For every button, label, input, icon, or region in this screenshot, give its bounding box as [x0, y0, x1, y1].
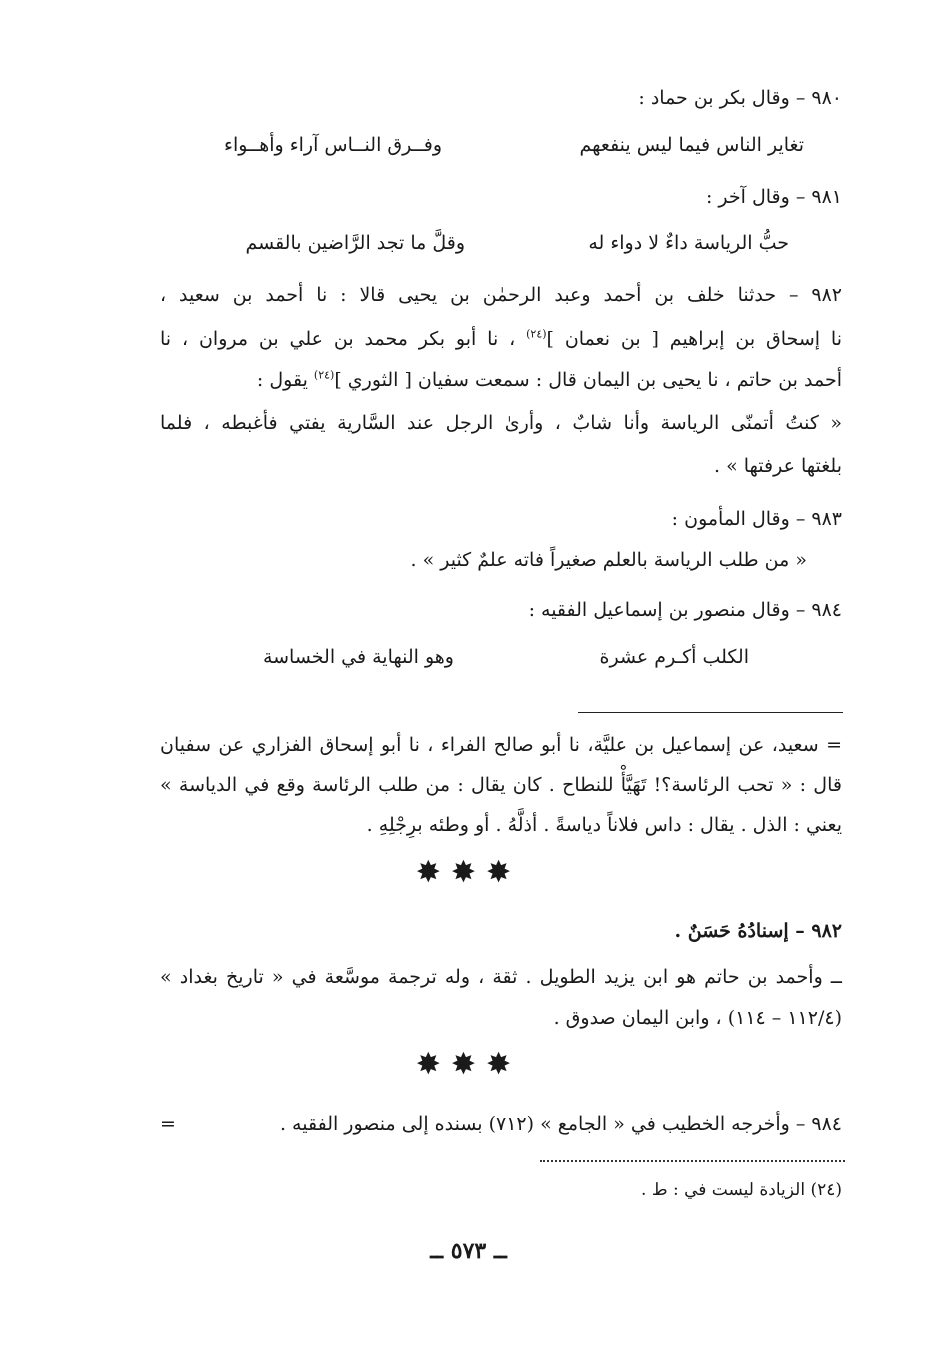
- footnote-dotted-separator: [540, 1160, 845, 1162]
- entry-981-heading: ٩٨١ – وقال آخر :: [705, 186, 842, 208]
- note-982-title: ٩٨٢ – إسنادُهُ حَسَنٌ .: [674, 920, 842, 942]
- entry-983-heading: ٩٨٣ – وقال المأمون :: [671, 508, 842, 530]
- entry-980-heading: ٩٨٠ – وقال بكر بن حماد :: [638, 87, 842, 109]
- note-cont-line-1: = سعيد، عن إسماعيل بن عليَّة، نا أبو صالح الفراء ، نا أبو إسحاق الفزاري عن سفيان: [160, 734, 842, 756]
- entry-983-text: « من طلب الرياسة بالعلم صغيراً فاته علمٌ كثير » .: [410, 549, 807, 571]
- entry-984-heading: ٩٨٤ – وقال منصور بن إسماعيل الفقيه :: [528, 599, 842, 621]
- stars-divider-1: ✸✸✸: [415, 855, 522, 890]
- entry-984-verse-right: الكلب أكـرم عشرة: [599, 646, 749, 668]
- entry-982-line-4: « كنتُ أتمنّى الرياسة وأنا شابٌ ، وأرىٰ الرجل عند السَّارية يفتي فأغبطه ، فلما: [160, 412, 842, 434]
- entry-980-verse-left: وفــرق النــاس آراء وأهــواء: [224, 134, 442, 156]
- entry-980-verse-right: تغاير الناس فيما ليس ينفعهم: [579, 134, 804, 156]
- entry-982-line-3: أحمد بن حاتم ، نا يحيى بن اليمان قال : سمعت سفيان [ الثوري ]$^{(٢٤)}$ يقول :: [256, 368, 842, 391]
- note-982-line-2: (١١٢/٤ – ١١٤) ، وابن اليمان صدوق .: [553, 1007, 842, 1029]
- notes-separator-rule: [578, 712, 843, 713]
- note-984-continuation-mark: =: [160, 1113, 176, 1135]
- note-982-line-1: ــ وأحمد بن حاتم هو ابن يزيد الطويل . ثقة ، وله ترجمة موسَّعة في « تاريخ بغداد »: [160, 966, 842, 988]
- stars-divider-2: ✸✸✸: [415, 1047, 522, 1082]
- entry-981-verse-right: حبُّ الرياسة داءٌ لا دواء له: [588, 232, 789, 254]
- footnote-24: (٢٤) الزيادة ليست في : ط .: [641, 1180, 842, 1200]
- entry-981-verse-left: وقلَّ ما تجد الرَّاضين بالقسم: [245, 232, 465, 254]
- note-cont-line-3: يعني : الذل . يقال : داس فلاناً دياسةً . أذلَّهُ . أو وطئه برِجْلِهِ .: [366, 814, 842, 836]
- entry-982-line-1: ٩٨٢ – حدثنا خلف بن أحمد وعبد الرحمٰن بن يحيى قالا : نا أحمد بن سعيد ،: [160, 284, 842, 306]
- note-cont-line-2: قال : « تحب الرئاسة؟! تَهَيَّأْ للنطاح . كان يقال : من طلب الرئاسة وقع في الدياسة »: [160, 774, 842, 796]
- entry-982-line-5: بلغتها عرفتها » .: [714, 455, 842, 477]
- page-number: ــ ٥٧٣ ــ: [430, 1238, 507, 1264]
- note-984-text: ٩٨٤ – وأخرجه الخطيب في « الجامع » (٧١٢) بسنده إلى منصور الفقيه .: [279, 1113, 842, 1135]
- entry-984-verse-left: وهو النهاية في الخساسة: [262, 646, 454, 668]
- entry-982-line-2: نا إسحاق بن إبراهيم [ بن نعمان ]$^{(٢٤)}$ ، نا أبو بكر محمد بن علي بن مروان ، نا: [160, 327, 842, 350]
